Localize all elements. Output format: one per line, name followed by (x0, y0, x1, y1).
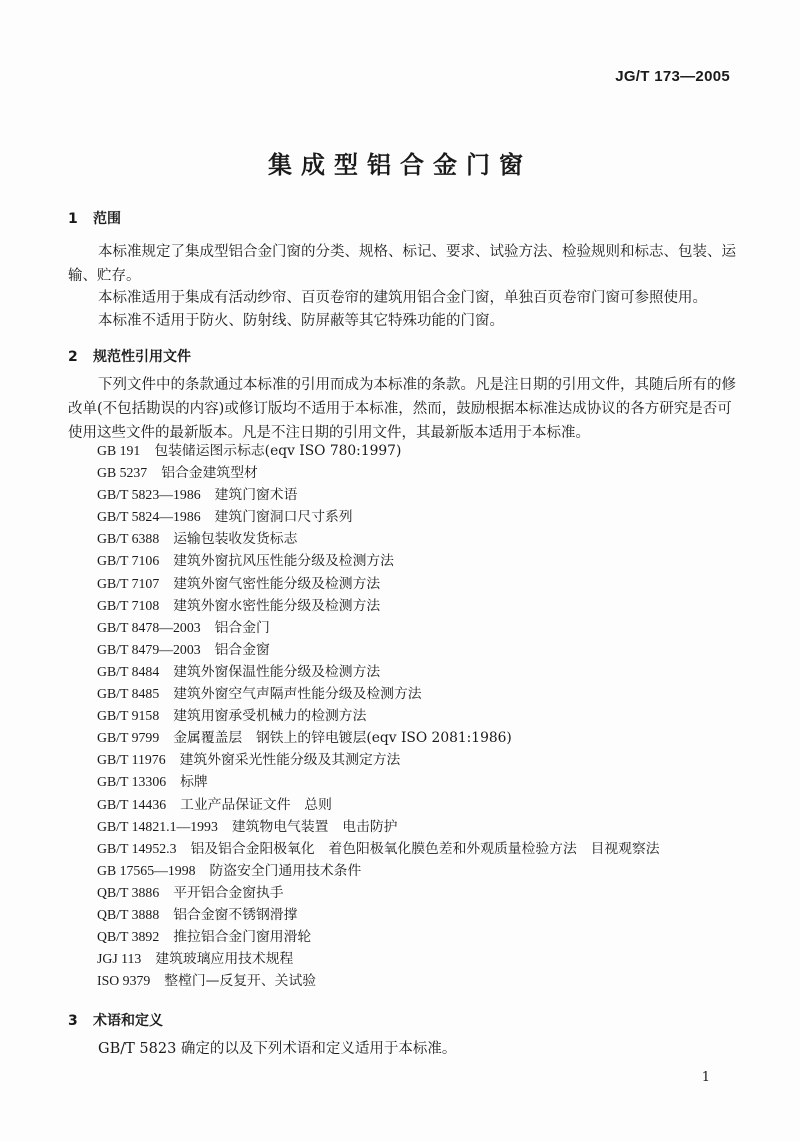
reference-title: 整樘门—反复开、关试验 (164, 973, 317, 990)
reference-title: 铝及铝合金阳极氧化 着色阳极氧化膜色差和外观质量检验方法 目视观察法 (190, 840, 660, 857)
reference-code: GB/T 14952.3 (97, 840, 177, 856)
section-number: 2 (68, 349, 78, 365)
reference-title: 包装储运图示标志(eqv ISO 780:1997) (154, 443, 402, 459)
reference-title: 建筑玻璃应用技术规程 (155, 951, 294, 968)
reference-item (97, 838, 660, 860)
normative-refs-intro: 下列文件中的条款通过本标准的引用而成为本标准的条款。凡是注日期的引用文件，其随后所有的修改单(不包括勘误的内容)或修订版均不适用于本标准，然而，鼓励根据本标准达成协议的各方研究是否可使用这些文件的最新版本。凡是不注日期的引用文件，其最新版本适用于本标准。 (68, 377, 736, 441)
reference-item (97, 904, 660, 926)
reference-code: GB/T 11976 (97, 752, 166, 768)
section-heading-terms (68, 1010, 163, 1030)
reference-title: 建筑外窗水密性能分级及检测方法 (173, 597, 381, 614)
section-number: 1 (68, 211, 78, 227)
section-title: 范围 (93, 211, 121, 227)
reference-code: GB/T 8484 (97, 663, 160, 679)
reference-title: 建筑外窗气密性能分级及检测方法 (173, 575, 381, 592)
reference-title: 建筑外窗保温性能分级及检测方法 (173, 663, 381, 680)
reference-item (97, 661, 660, 683)
reference-title: 运输包装收发货标志 (173, 531, 298, 548)
reference-code: GB/T 14821.1—1993 (97, 818, 218, 834)
reference-code: GB/T 9799 (97, 730, 160, 746)
page-number: 1 (701, 1070, 710, 1085)
reference-code: QB/T 3888 (97, 906, 160, 922)
reference-item (97, 727, 660, 749)
section-heading-scope (68, 208, 121, 228)
reference-item (97, 794, 660, 816)
reference-item (97, 595, 660, 617)
scope-paragraph-3: 本标准不适用于防火、防射线、防屏蔽等其它特殊功能的门窗。 (98, 313, 504, 329)
reference-item (97, 462, 660, 484)
reference-item (97, 639, 660, 661)
reference-code: GB 191 (97, 443, 141, 458)
reference-item (97, 749, 660, 771)
reference-code: GB 5237 (97, 465, 148, 481)
reference-title: 工业产品保证文件 总则 (180, 796, 332, 813)
reference-code: GB/T 13306 (97, 774, 167, 790)
reference-title: 平开铝合金窗执手 (173, 884, 284, 901)
reference-code: GB/T 14436 (97, 796, 167, 812)
standard-code: JG/T 173—2005 (615, 68, 730, 85)
reference-code: ISO 9379 (97, 973, 151, 989)
reference-title: 建筑外窗抗风压性能分级及检测方法 (173, 553, 394, 570)
reference-title: 建筑用窗承受机械力的检测方法 (173, 708, 367, 725)
reference-title: 金属覆盖层 钢铁上的锌电镀层(eqv ISO 2081:1986) (173, 730, 512, 747)
reference-code: GB/T 5824—1986 (97, 509, 201, 525)
reference-code: GB/T 8479—2003 (97, 641, 201, 657)
section-title: 术语和定义 (93, 1013, 163, 1029)
reference-item (97, 484, 660, 506)
reference-code: GB/T 6388 (97, 531, 160, 547)
section-heading-normative-refs (68, 346, 191, 366)
scope-paragraph-2: 本标准适用于集成有活动纱帘、百页卷帘的建筑用铝合金门窗，单独百页卷帘门窗可参照使用。 (98, 290, 707, 306)
reference-code: QB/T 3892 (97, 929, 160, 945)
reference-item (97, 816, 660, 838)
reference-item (97, 683, 660, 705)
reference-title: 推拉铝合金门窗用滑轮 (173, 929, 312, 946)
reference-title: 建筑门窗洞口尺寸系列 (214, 509, 353, 526)
reference-title: 标牌 (180, 774, 208, 791)
reference-list (97, 440, 660, 992)
reference-title: 建筑物电气装置 电击防护 (231, 818, 398, 835)
reference-code: GB/T 7108 (97, 597, 160, 613)
terms-intro: GB/T 5823 确定的以及下列术语和定义适用于本标准。 (98, 1041, 457, 1057)
reference-item (97, 550, 660, 572)
document-title: 集成型铝合金门窗 (268, 151, 532, 179)
reference-item (97, 617, 660, 639)
scope-paragraph-1: 本标准规定了集成型铝合金门窗的分类、规格、标记、要求、试验方法、检验规则和标志、包装、运输、贮存。 (68, 244, 736, 284)
reference-code: GB 17565—1998 (97, 862, 196, 878)
reference-item (97, 528, 660, 550)
reference-item (97, 573, 660, 595)
reference-code: JGJ 113 (97, 951, 142, 967)
reference-code: GB/T 9158 (97, 708, 160, 724)
reference-code: QB/T 3886 (97, 884, 160, 900)
section-title: 规范性引用文件 (93, 349, 191, 365)
reference-item (97, 926, 660, 948)
reference-item (97, 860, 660, 882)
reference-item (97, 882, 660, 904)
reference-title: 建筑门窗术语 (214, 487, 298, 504)
reference-title: 建筑外窗空气声隔声性能分级及检测方法 (173, 686, 422, 703)
reference-code: GB/T 8478—2003 (97, 619, 201, 635)
reference-code: GB/T 7106 (97, 553, 160, 569)
reference-title: 防盗安全门通用技术条件 (209, 862, 362, 879)
reference-item (97, 948, 660, 970)
reference-title: 铝合金窗 (214, 641, 270, 658)
reference-code: GB/T 7107 (97, 575, 160, 591)
reference-code: GB/T 8485 (97, 686, 160, 702)
reference-title: 建筑外窗采光性能分级及其测定方法 (179, 752, 401, 769)
reference-item (97, 506, 660, 528)
reference-title: 铝合金门 (214, 619, 270, 636)
reference-item (97, 771, 660, 793)
reference-item (97, 705, 660, 727)
reference-code: GB/T 5823—1986 (97, 487, 201, 503)
reference-title: 铝合金建筑型材 (161, 465, 258, 482)
reference-item (97, 970, 660, 992)
reference-title: 铝合金窗不锈钢滑撑 (173, 906, 298, 923)
section-number: 3 (68, 1013, 78, 1029)
reference-item (97, 440, 660, 462)
